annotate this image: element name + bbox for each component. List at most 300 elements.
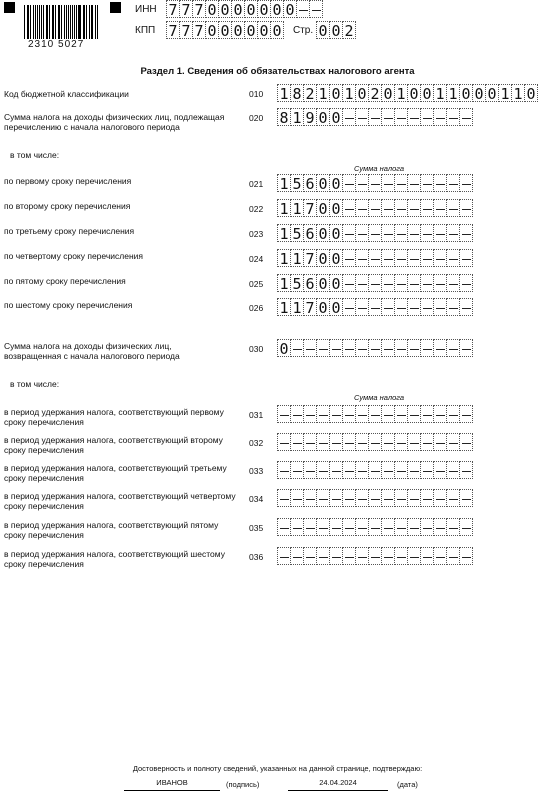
period-field-4[interactable]: [277, 489, 472, 507]
char-cell: [407, 249, 421, 267]
char-cell: [394, 298, 408, 316]
page-number-field[interactable]: [316, 21, 355, 39]
char-cell: [407, 547, 421, 565]
char-cell: 0: [231, 0, 245, 18]
char-cell: 0: [420, 84, 434, 102]
char-cell: 0: [472, 84, 486, 102]
barcode-bar: [43, 5, 44, 39]
withheld-label: Сумма налога на доходы физических лиц, подлежащая перечислению с начала налогового периода: [4, 112, 225, 132]
dash-mark: [397, 209, 406, 210]
dash-mark: [436, 415, 445, 416]
period-label-6: в период удержания налога, соответствующий шестому сроку перечисления: [4, 549, 225, 569]
dash-mark: [384, 118, 393, 119]
dash-mark: [436, 499, 445, 500]
char-cell: [355, 339, 369, 357]
char-cell: 1: [498, 84, 512, 102]
char-cell: [329, 461, 343, 479]
char-cell: [329, 339, 343, 357]
signer-name[interactable]: ИВАНОВ: [124, 778, 220, 791]
char-cell: [407, 298, 421, 316]
dash-mark: [312, 10, 321, 11]
period-code-6: 036: [249, 552, 264, 562]
char-cell: [355, 433, 369, 451]
registration-mark-right: [110, 2, 121, 13]
char-cell: [329, 547, 343, 565]
char-cell: [433, 199, 447, 217]
dash-mark: [371, 557, 380, 558]
dash-mark: [410, 415, 419, 416]
char-cell: [355, 518, 369, 536]
char-cell: [329, 489, 343, 507]
confirmation-text: Достоверность и полноту сведений, указанных на данной странице, подтверждаю:: [132, 764, 423, 773]
dash-mark: [423, 349, 432, 350]
dash-mark: [410, 259, 419, 260]
dash-mark: [397, 184, 406, 185]
char-cell: 0: [524, 84, 538, 102]
dash-mark: [384, 284, 393, 285]
char-cell: [459, 108, 473, 126]
barcode-bar: [61, 5, 62, 39]
char-cell: 0: [329, 84, 343, 102]
period-field-6[interactable]: [277, 547, 472, 565]
char-cell: 6: [303, 174, 317, 192]
dash-mark: [436, 184, 445, 185]
char-cell: 9: [303, 108, 317, 126]
char-cell: [433, 174, 447, 192]
kpp-label: КПП: [135, 25, 156, 36]
char-cell: [381, 274, 395, 292]
char-cell: [446, 224, 460, 242]
dash-mark: [423, 184, 432, 185]
period-code-1: 031: [249, 410, 264, 420]
char-cell: 7: [166, 21, 180, 39]
dash-mark: [449, 471, 458, 472]
dash-mark: [462, 209, 471, 210]
dash-mark: [384, 471, 393, 472]
char-cell: [381, 224, 395, 242]
dash-mark: [306, 415, 315, 416]
char-cell: [290, 547, 304, 565]
dash-mark: [371, 118, 380, 119]
dash-mark: [345, 415, 354, 416]
dash-mark: [397, 349, 406, 350]
dash-mark: [358, 234, 367, 235]
dash-mark: [462, 557, 471, 558]
dash-mark: [319, 415, 328, 416]
char-cell: 0: [329, 199, 343, 217]
char-cell: 0: [316, 21, 330, 39]
char-cell: [446, 518, 460, 536]
char-cell: [420, 199, 434, 217]
char-cell: 0: [205, 21, 219, 39]
char-cell: [342, 433, 356, 451]
inn-label: ИНН: [135, 4, 157, 15]
char-cell: [368, 518, 382, 536]
dash-mark: [462, 499, 471, 500]
returned-code: 030: [249, 344, 264, 354]
char-cell: 1: [290, 199, 304, 217]
char-cell: [355, 461, 369, 479]
dash-mark: [423, 471, 432, 472]
dash-mark: [358, 349, 367, 350]
char-cell: [446, 274, 460, 292]
char-cell: [394, 547, 408, 565]
period-field-1[interactable]: [277, 405, 472, 423]
char-cell: [303, 547, 317, 565]
term-code-1: 021: [249, 179, 264, 189]
char-cell: [368, 174, 382, 192]
char-cell: 1: [433, 84, 447, 102]
char-cell: [420, 518, 434, 536]
char-cell: 5: [290, 174, 304, 192]
char-cell: [368, 433, 382, 451]
dash-mark: [345, 284, 354, 285]
dash-mark: [371, 234, 380, 235]
dash-mark: [449, 284, 458, 285]
char-cell: [433, 547, 447, 565]
term-code-4: 024: [249, 254, 264, 264]
char-cell: 6: [303, 274, 317, 292]
char-cell: [368, 274, 382, 292]
dash-mark: [345, 308, 354, 309]
dash-mark: [384, 259, 393, 260]
dash-mark: [462, 118, 471, 119]
term-label-6: по шестому сроку перечисления: [4, 300, 133, 310]
dash-mark: [293, 349, 302, 350]
char-cell: 0: [355, 84, 369, 102]
dash-mark: [358, 308, 367, 309]
char-cell: [407, 433, 421, 451]
dash-mark: [423, 499, 432, 500]
period-field-2[interactable]: [277, 433, 472, 451]
dash-mark: [410, 471, 419, 472]
dash-mark: [293, 528, 302, 529]
dash-mark: [319, 349, 328, 350]
char-cell: [446, 405, 460, 423]
dash-mark: [319, 528, 328, 529]
including-label-2: в том числе:: [10, 379, 60, 389]
char-cell: [407, 199, 421, 217]
char-cell: [420, 174, 434, 192]
char-cell: [303, 489, 317, 507]
dash-mark: [371, 308, 380, 309]
char-cell: [316, 489, 330, 507]
char-cell: [355, 298, 369, 316]
dash-mark: [345, 557, 354, 558]
dash-mark: [384, 415, 393, 416]
dash-mark: [462, 443, 471, 444]
dash-mark: [358, 443, 367, 444]
dash-mark: [345, 118, 354, 119]
kbk-field[interactable]: [277, 84, 537, 102]
term-label-1: по первому сроку перечисления: [4, 176, 132, 186]
dash-mark: [462, 259, 471, 260]
char-cell: 7: [303, 199, 317, 217]
term-label-2: по второму сроку перечисления: [4, 201, 131, 211]
term-field-2[interactable]: [277, 199, 472, 217]
dash-mark: [410, 308, 419, 309]
dash-mark: [462, 308, 471, 309]
dash-mark: [293, 471, 302, 472]
dash-mark: [423, 209, 432, 210]
char-cell: 0: [205, 0, 219, 18]
char-cell: 1: [277, 224, 291, 242]
char-cell: [355, 174, 369, 192]
char-cell: [394, 405, 408, 423]
char-cell: [355, 199, 369, 217]
char-cell: [407, 174, 421, 192]
barcode-bar: [79, 5, 80, 39]
dash-mark: [280, 528, 289, 529]
dash-mark: [306, 528, 315, 529]
char-cell: 0: [329, 224, 343, 242]
barcode-bar: [64, 5, 65, 39]
dash-mark: [332, 557, 341, 558]
char-cell: 0: [316, 108, 330, 126]
char-cell: [368, 339, 382, 357]
dash-mark: [332, 349, 341, 350]
dash-mark: [358, 118, 367, 119]
char-cell: 8: [277, 108, 291, 126]
term-label-3: по третьему сроку перечисления: [4, 226, 135, 236]
char-cell: [368, 108, 382, 126]
char-cell: 1: [277, 84, 291, 102]
barcode-bar: [70, 5, 71, 39]
dash-mark: [410, 557, 419, 558]
char-cell: [394, 461, 408, 479]
char-cell: [316, 339, 330, 357]
char-cell: [277, 433, 291, 451]
term-code-5: 025: [249, 279, 264, 289]
char-cell: [459, 339, 473, 357]
dash-mark: [462, 528, 471, 529]
char-cell: [277, 489, 291, 507]
dash-mark: [436, 259, 445, 260]
char-cell: [381, 249, 395, 267]
dash-mark: [358, 284, 367, 285]
char-cell: [355, 547, 369, 565]
period-label-4: в период удержания налога, соответствующий четвертому сроку перечисления: [4, 491, 236, 511]
char-cell: [459, 518, 473, 536]
inn-field[interactable]: [166, 0, 322, 18]
dash-mark: [332, 528, 341, 529]
char-cell: [316, 547, 330, 565]
dash-mark: [397, 308, 406, 309]
dash-mark: [449, 443, 458, 444]
char-cell: 1: [277, 274, 291, 292]
dash-mark: [436, 118, 445, 119]
char-cell: [394, 199, 408, 217]
char-cell: [277, 547, 291, 565]
char-cell: [420, 224, 434, 242]
char-cell: 0: [257, 0, 271, 18]
char-cell: 0: [218, 0, 232, 18]
dash-mark: [423, 118, 432, 119]
char-cell: 0: [316, 298, 330, 316]
char-cell: 0: [316, 274, 330, 292]
returned-field[interactable]: [277, 339, 472, 357]
dash-mark: [397, 471, 406, 472]
char-cell: 0: [329, 274, 343, 292]
char-cell: [433, 108, 447, 126]
char-cell: [459, 224, 473, 242]
char-cell: [446, 199, 460, 217]
period-field-5[interactable]: [277, 518, 472, 536]
including-label-1: в том числе:: [10, 150, 60, 160]
kbk-label: Код бюджетной классификации: [4, 89, 129, 99]
char-cell: [368, 547, 382, 565]
term-field-5[interactable]: [277, 274, 472, 292]
dash-mark: [397, 234, 406, 235]
dash-mark: [397, 118, 406, 119]
barcode-bar: [95, 5, 96, 39]
dash-mark: [423, 557, 432, 558]
char-cell: [459, 461, 473, 479]
char-cell: 2: [368, 84, 382, 102]
char-cell: 7: [303, 298, 317, 316]
char-cell: 0: [316, 199, 330, 217]
dash-mark: [371, 443, 380, 444]
char-cell: [420, 489, 434, 507]
dash-mark: [332, 415, 341, 416]
dash-mark: [449, 415, 458, 416]
term-label-4: по четвертому сроку перечисления: [4, 251, 144, 261]
dash-mark: [436, 557, 445, 558]
char-cell: [303, 339, 317, 357]
withheld-field[interactable]: [277, 108, 472, 126]
char-cell: 5: [290, 224, 304, 242]
dash-mark: [371, 528, 380, 529]
term-code-6: 026: [249, 303, 264, 313]
char-cell: [394, 274, 408, 292]
returned-label: Сумма налога на доходы физических лиц, возвращенная с начала налогового периода: [4, 341, 180, 361]
char-cell: [407, 518, 421, 536]
withheld-code: 020: [249, 113, 264, 123]
char-cell: 0: [283, 0, 297, 18]
char-cell: 0: [316, 224, 330, 242]
char-cell: [407, 489, 421, 507]
char-cell: [394, 224, 408, 242]
char-cell: [407, 339, 421, 357]
char-cell: [433, 274, 447, 292]
char-cell: [342, 199, 356, 217]
char-cell: 1: [316, 84, 330, 102]
char-cell: [329, 405, 343, 423]
char-cell: [296, 0, 310, 18]
char-cell: 0: [270, 21, 284, 39]
dash-mark: [293, 499, 302, 500]
char-cell: 0: [231, 21, 245, 39]
char-cell: [446, 298, 460, 316]
dash-mark: [397, 443, 406, 444]
dash-mark: [462, 184, 471, 185]
char-cell: [420, 433, 434, 451]
char-cell: [420, 298, 434, 316]
dash-mark: [436, 528, 445, 529]
dash-mark: [449, 308, 458, 309]
char-cell: [342, 489, 356, 507]
dash-mark: [462, 415, 471, 416]
char-cell: 0: [329, 249, 343, 267]
dash-mark: [436, 284, 445, 285]
dash-mark: [384, 528, 393, 529]
char-cell: [342, 274, 356, 292]
signature-date[interactable]: 24.04.2024: [288, 778, 388, 791]
char-cell: [381, 339, 395, 357]
char-cell: 5: [290, 274, 304, 292]
char-cell: 0: [485, 84, 499, 102]
page-label: Стр.: [293, 25, 314, 36]
char-cell: [342, 339, 356, 357]
dash-mark: [397, 499, 406, 500]
char-cell: 1: [394, 84, 408, 102]
char-cell: [342, 249, 356, 267]
term-field-6[interactable]: [277, 298, 472, 316]
dash-mark: [384, 499, 393, 500]
dash-mark: [384, 234, 393, 235]
char-cell: [381, 298, 395, 316]
char-cell: [394, 518, 408, 536]
dash-mark: [423, 308, 432, 309]
char-cell: [290, 405, 304, 423]
char-cell: [381, 461, 395, 479]
char-cell: [407, 224, 421, 242]
char-cell: [355, 224, 369, 242]
term-field-4[interactable]: [277, 249, 472, 267]
char-cell: [368, 461, 382, 479]
char-cell: 7: [179, 21, 193, 39]
dash-mark: [345, 259, 354, 260]
term-field-1[interactable]: [277, 174, 472, 192]
barcode-number: 2310 5027: [28, 39, 85, 50]
char-cell: [394, 433, 408, 451]
char-cell: [459, 489, 473, 507]
char-cell: [381, 174, 395, 192]
char-cell: 7: [192, 0, 206, 18]
dash-mark: [462, 349, 471, 350]
dash-mark: [371, 209, 380, 210]
char-cell: [394, 489, 408, 507]
dash-mark: [371, 184, 380, 185]
term-field-3[interactable]: [277, 224, 472, 242]
char-cell: 0: [459, 84, 473, 102]
char-cell: 0: [407, 84, 421, 102]
dash-mark: [280, 415, 289, 416]
dash-mark: [358, 184, 367, 185]
tax-sum-caption-2: Сумма налога: [354, 393, 405, 402]
dash-mark: [384, 184, 393, 185]
dash-mark: [358, 557, 367, 558]
char-cell: [420, 405, 434, 423]
char-cell: [394, 339, 408, 357]
period-code-2: 032: [249, 438, 264, 448]
dash-mark: [436, 234, 445, 235]
kpp-field[interactable]: [166, 21, 283, 39]
period-field-3[interactable]: [277, 461, 472, 479]
char-cell: [381, 433, 395, 451]
char-cell: [433, 249, 447, 267]
char-cell: [446, 174, 460, 192]
dash-mark: [371, 349, 380, 350]
char-cell: [342, 547, 356, 565]
dash-mark: [423, 259, 432, 260]
char-cell: [407, 405, 421, 423]
dash-mark: [397, 415, 406, 416]
char-cell: [355, 405, 369, 423]
char-cell: 0: [270, 0, 284, 18]
char-cell: [355, 108, 369, 126]
char-cell: [277, 518, 291, 536]
